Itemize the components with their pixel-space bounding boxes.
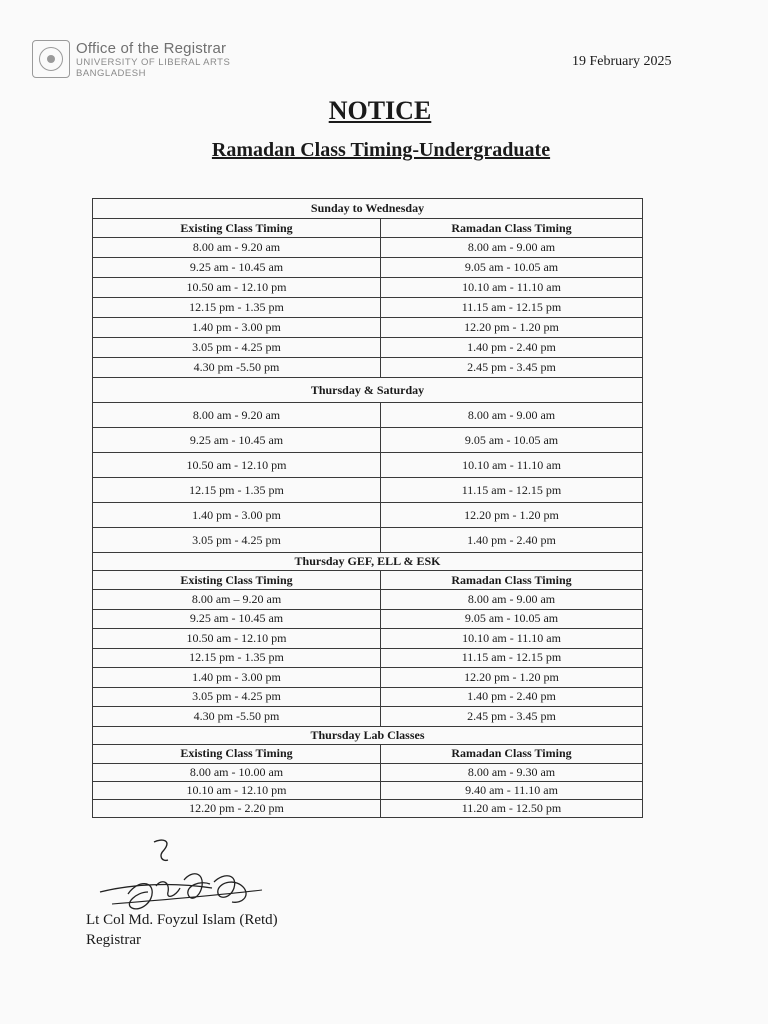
ramadan-timing-cell: 1.40 pm - 2.40 pm (381, 687, 643, 707)
table-row (93, 668, 643, 688)
ramadan-timing-cell: 8.00 am - 9.00 am (381, 238, 643, 258)
ramadan-timing-cell: 11.15 am - 12.15 pm (381, 648, 643, 668)
table-row (93, 478, 643, 503)
signatory-title: Registrar (86, 932, 141, 948)
table-row (93, 318, 643, 338)
existing-timing-cell: 12.20 pm - 2.20 pm (93, 799, 381, 817)
ramadan-timing-cell: 10.10 am - 11.10 am (381, 453, 643, 478)
existing-timing-cell: 8.00 am - 10.00 am (93, 763, 381, 781)
table-row (93, 238, 643, 258)
column-header-row (93, 571, 643, 590)
table-row (93, 258, 643, 278)
existing-timing-header: Existing Class Timing (93, 571, 381, 590)
existing-timing-cell: 9.25 am - 10.45 am (93, 258, 381, 278)
section-title: Thursday GEF, ELL & ESK (93, 553, 643, 571)
existing-timing-cell: 9.25 am - 10.45 am (93, 609, 381, 629)
letterhead (32, 40, 230, 79)
existing-timing-cell: 10.50 am - 12.10 pm (93, 278, 381, 298)
existing-timing-cell: 4.30 pm -5.50 pm (93, 707, 381, 727)
table-row (93, 403, 643, 428)
existing-timing-cell: 10.50 am - 12.10 pm (93, 629, 381, 649)
existing-timing-cell: 12.15 pm - 1.35 pm (93, 298, 381, 318)
section-title: Sunday to Wednesday (93, 199, 643, 219)
section-title-row (93, 199, 643, 219)
university-name: UNIVERSITY OF LIBERAL ARTS (76, 57, 231, 68)
table-row (93, 799, 643, 817)
ramadan-timing-cell: 12.20 pm - 1.20 pm (381, 318, 643, 338)
schedule-table (92, 198, 643, 818)
section-title-row (93, 378, 643, 403)
ramadan-timing-cell: 8.00 am - 9.00 am (381, 403, 643, 428)
existing-timing-cell: 8.00 am – 9.20 am (93, 590, 381, 610)
ramadan-timing-cell: 2.45 pm - 3.45 pm (381, 707, 643, 727)
existing-timing-cell: 4.30 pm -5.50 pm (93, 358, 381, 378)
existing-timing-cell: 3.05 pm - 4.25 pm (93, 338, 381, 358)
office-name: Office of the Registrar (76, 40, 227, 57)
table-row (93, 590, 643, 610)
table-row (93, 503, 643, 528)
ramadan-timing-header: Ramadan Class Timing (381, 219, 643, 238)
notice-title: NOTICE (328, 96, 432, 125)
table-row (93, 338, 643, 358)
existing-timing-cell: 12.15 pm - 1.35 pm (93, 648, 381, 668)
section-title-row (93, 726, 643, 744)
existing-timing-cell: 1.40 pm - 3.00 pm (93, 318, 381, 338)
table-row (93, 298, 643, 318)
table-row (93, 358, 643, 378)
table-row (93, 278, 643, 298)
ramadan-timing-cell: 9.05 am - 10.05 am (381, 258, 643, 278)
ramadan-timing-cell: 9.40 am - 11.10 am (381, 781, 643, 799)
existing-timing-cell: 10.10 am - 12.10 pm (93, 781, 381, 799)
notice-date: 19 February 2025 (572, 54, 672, 69)
existing-timing-header: Existing Class Timing (93, 219, 381, 238)
ramadan-timing-cell: 12.20 pm - 1.20 pm (381, 503, 643, 528)
column-header-row (93, 744, 643, 763)
ramadan-timing-cell: 10.10 am - 11.10 am (381, 278, 643, 298)
table-row (93, 609, 643, 629)
existing-timing-cell: 8.00 am - 9.20 am (93, 403, 381, 428)
ramadan-timing-cell: 11.15 am - 12.15 pm (381, 478, 643, 503)
ramadan-timing-header: Ramadan Class Timing (381, 571, 643, 590)
existing-timing-cell: 1.40 pm - 3.00 pm (93, 668, 381, 688)
table-row (93, 781, 643, 799)
table-row (93, 428, 643, 453)
existing-timing-cell: 3.05 pm - 4.25 pm (93, 528, 381, 553)
country-name: BANGLADESH (76, 68, 146, 79)
ramadan-timing-cell: 11.15 am - 12.15 pm (381, 298, 643, 318)
column-header-row (93, 219, 643, 238)
table-row (93, 453, 643, 478)
table-row (93, 707, 643, 727)
existing-timing-cell: 12.15 pm - 1.35 pm (93, 478, 381, 503)
ramadan-timing-cell: 8.00 am - 9.30 am (381, 763, 643, 781)
table-row (93, 687, 643, 707)
existing-timing-cell: 3.05 pm - 4.25 pm (93, 687, 381, 707)
ramadan-timing-cell: 2.45 pm - 3.45 pm (381, 358, 643, 378)
ramadan-timing-cell: 9.05 am - 10.05 am (381, 609, 643, 629)
existing-timing-header: Existing Class Timing (93, 744, 381, 763)
ramadan-timing-cell: 12.20 pm - 1.20 pm (381, 668, 643, 688)
existing-timing-cell: 10.50 am - 12.10 pm (93, 453, 381, 478)
existing-timing-cell: 1.40 pm - 3.00 pm (93, 503, 381, 528)
notice-subtitle: Ramadan Class Timing-Undergraduate (211, 139, 551, 161)
table-row (93, 528, 643, 553)
section-title: Thursday Lab Classes (93, 726, 643, 744)
existing-timing-cell: 9.25 am - 10.45 am (93, 428, 381, 453)
table-row (93, 763, 643, 781)
section-title: Thursday & Saturday (93, 378, 643, 403)
ramadan-timing-cell: 1.40 pm - 2.40 pm (381, 338, 643, 358)
ramadan-timing-cell: 1.40 pm - 2.40 pm (381, 528, 643, 553)
existing-timing-cell: 8.00 am - 9.20 am (93, 238, 381, 258)
ramadan-timing-cell: 11.20 am - 12.50 pm (381, 799, 643, 817)
table-row (93, 648, 643, 668)
university-seal-icon (32, 40, 70, 78)
ramadan-timing-cell: 10.10 am - 11.10 am (381, 629, 643, 649)
ramadan-timing-header: Ramadan Class Timing (381, 744, 643, 763)
ramadan-timing-cell: 8.00 am - 9.00 am (381, 590, 643, 610)
section-title-row (93, 553, 643, 571)
ramadan-timing-cell: 9.05 am - 10.05 am (381, 428, 643, 453)
signatory-name: Lt Col Md. Foyzul Islam (Retd) (86, 912, 278, 928)
table-row (93, 629, 643, 649)
